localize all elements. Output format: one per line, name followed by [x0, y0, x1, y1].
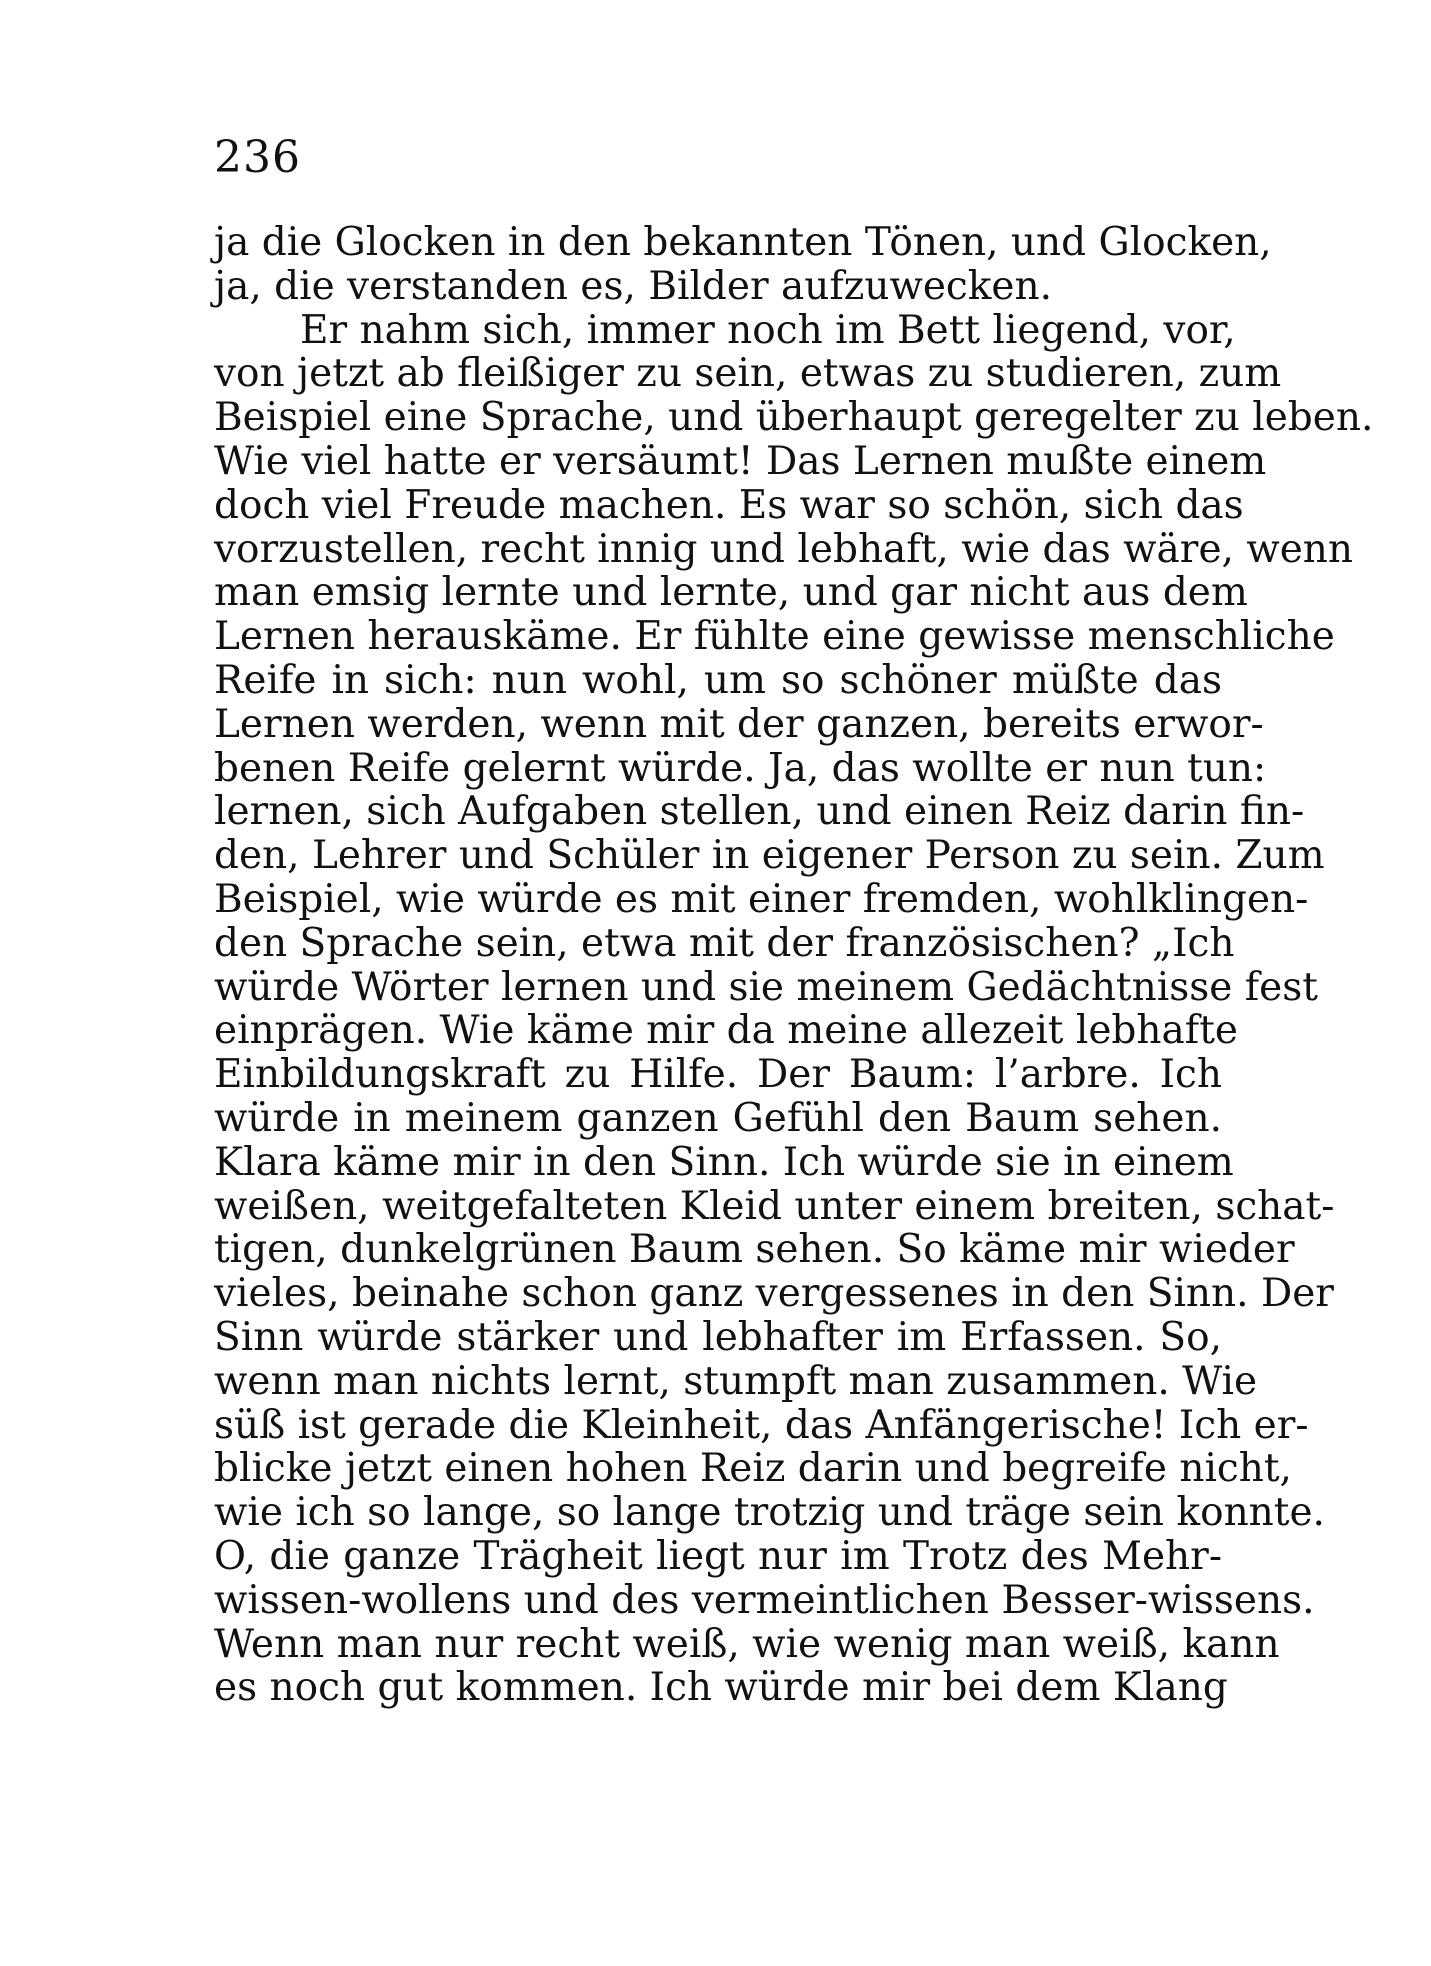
- text-line: man emsig lernte und lernte, und gar nicht aus dem: [214, 570, 1248, 616]
- text-line: Reife in sich: nun wohl, um so schöner müßte das: [214, 657, 1222, 703]
- text-line: einprägen. Wie käme mir da meine allezeit lebhafte: [214, 1008, 1238, 1054]
- text-line: O, die ganze Trägheit liegt nur im Trotz des Mehr-: [214, 1533, 1222, 1579]
- text-line: es noch gut kommen. Ich würde mir bei dem Klang: [214, 1665, 1228, 1711]
- text-line: wissen-wollens und des vermeintlichen Besser-wissens.: [214, 1577, 1315, 1623]
- text-line: würde Wörter lernen und sie meinem Gedächtnisse fest: [214, 964, 1318, 1010]
- text-line: Lernen herauskäme. Er fühlte eine gewisse menschliche: [214, 614, 1335, 660]
- text-line: Beispiel eine Sprache, und überhaupt geregelter zu leben.: [214, 395, 1374, 441]
- text-line: vieles, beinahe schon ganz vergessenes in den Sinn. Der: [214, 1271, 1334, 1317]
- text-line: wie ich so lange, so lange trotzig und träge sein konnte.: [214, 1490, 1325, 1536]
- text-line: wenn man nichts lernt, stumpft man zusammen. Wie: [214, 1358, 1258, 1404]
- text-line: den Sprache sein, etwa mit der französischen? „Ich: [214, 920, 1235, 966]
- text-line: blicke jetzt einen hohen Reiz darin und begreife nicht,: [214, 1446, 1292, 1492]
- text-line: lernen, sich Aufgaben stellen, und einen Reiz darin fin-: [214, 789, 1305, 835]
- text-line: Sinn würde stärker und lebhafter im Erfassen. So,: [214, 1314, 1222, 1360]
- text-line: Er nahm sich, immer noch im Bett liegend, vor,: [300, 307, 1236, 353]
- text-line: benen Reife gelernt würde. Ja, das wollte er nun tun:: [214, 745, 1267, 791]
- text-line: Wenn man nur recht weiß, wie wenig man weiß, kann: [214, 1621, 1280, 1667]
- text-line: süß ist gerade die Kleinheit, das Anfängerische! Ich er-: [214, 1402, 1309, 1448]
- text-line: von jetzt ab fleißiger zu sein, etwas zu studieren, zum: [214, 351, 1282, 397]
- text-line: tigen, dunkelgrünen Baum sehen. So käme mir wieder: [214, 1227, 1295, 1273]
- text-line: weißen, weitgefalteten Kleid unter einem breiten, schat-: [214, 1183, 1335, 1229]
- text-line: würde in meinem ganzen Gefühl den Baum sehen.: [214, 1095, 1222, 1141]
- page-number: 236: [214, 132, 301, 183]
- text-line: Klara käme mir in den Sinn. Ich würde sie in einem: [214, 1139, 1234, 1185]
- body-text: [214, 220, 1374, 1711]
- text-line: ja, die verstanden es, Bilder aufzuwecken.: [214, 263, 1053, 309]
- text-line: Lernen werden, wenn mit der ganzen, bereits erwor-: [214, 701, 1264, 747]
- text-line: Beispiel, wie würde es mit einer fremden, wohlklingen-: [214, 876, 1309, 922]
- text-line: doch viel Freude machen. Es war so schön, sich das: [214, 482, 1244, 528]
- text-line: den, Lehrer und Schüler in eigener Person zu sein. Zum: [214, 833, 1325, 879]
- text-line: vorzustellen, recht innig und lebhaft, wie das wäre, wenn: [214, 526, 1354, 572]
- text-line: Wie viel hatte er versäumt! Das Lernen mußte einem: [214, 438, 1267, 484]
- text-line: Einbildungskraft zu Hilfe. Der Baum: l’arbre. Ich: [214, 1052, 1222, 1098]
- text-line: ja die Glocken in den bekannten Tönen, und Glocken,: [214, 220, 1272, 265]
